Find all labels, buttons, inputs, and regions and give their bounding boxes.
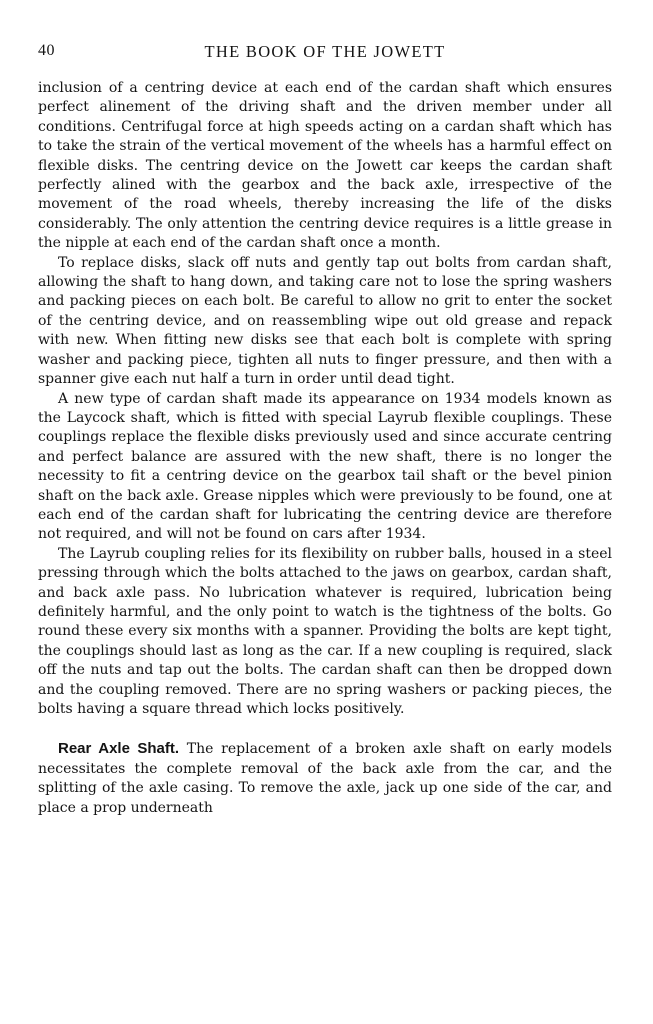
paragraph-centring-device: inclusion of a centring device at each end of the cardan shaft which ensures perfect alinement of the driving shaft and the driven member under all conditions. Centrifugal force at high speeds acting on a cardan shaft which has to take the strain of the vertical movement of the wheels has a harmful effect on flexible disks. The centring device on the Jowett car keeps the cardan shaft perfectly alined with the gearbox and the back axle, irrespective of the movement of the road wheels, thereby increasing the life of the disks considerably. The only attention the centring device requires is a little grease in the nipple at each end of the cardan shaft once a month.	[38, 80, 612, 252]
running-head: THE BOOK OF THE JOWETT	[204, 42, 446, 61]
section-text-rear-axle-shaft: The replacement of a broken axle shaft on early models necessitates the complete removal of the back axle from the car, and the splitting of the axle casing. To remove the axle, jack up one side of the car, and place a prop underneath	[38, 741, 612, 816]
section-heading-rear-axle-shaft: Rear Axle Shaft.	[58, 740, 180, 758]
paragraph-laycock-shaft: A new type of cardan shaft made its appearance on 1934 models known as the Laycock shaft, which is fitted with special Layrub flexible couplings. These couplings replace the flexible disks previously used and since accurate centring and perfect balance are assured with the new shaft, there is no longer the necessity to fit a centring device on the gearbox tail shaft or the bevel pinion shaft on the back axle. Grease nipples which were previously to be found, one at each end of the cardan shaft for lubricating the centring device are therefore not required, and will not be found on cars after 1934.	[38, 390, 612, 543]
book-page	[38, 40, 612, 818]
paragraph-rear-axle-shaft	[38, 739, 612, 818]
paragraph-replace-disks: To replace disks, slack off nuts and gently tap out bolts from cardan shaft, allowing the shaft to hang down, and taking care not to lose the spring washers and packing pieces on each bolt. Be careful to allow no grit to enter the socket of the centring device, and on reassembling wipe out old grease and repack with new. When fitting new disks see that each bolt is complete with spring washer and packing piece, tighten all nuts to finger pressure, and then with a spanner give each nut half a turn in order until dead tight.	[38, 254, 612, 388]
page-number: 40	[38, 42, 55, 59]
body-text	[38, 79, 612, 818]
paragraph-layrub-coupling: The Layrub coupling relies for its flexibility on rubber balls, housed in a steel pressing through which the bolts attached to the jaws on gearbox, cardan shaft, and back axle pass. No lubrication whatever is required, lubrication being definitely harmful, and the only point to watch is the tightness of the bolts. Go round these every six months with a spanner. Providing the bolts are kept tight, the couplings should last as long as the car. If a new coupling is required, slack off the nuts and tap out the bolts. The cardan shaft can then be dropped down and the coupling removed. There are no spring washers or packing pieces, the bolts having a square thread which locks positively.	[38, 545, 612, 717]
page-header	[38, 40, 612, 64]
section-spacer	[38, 719, 612, 739]
